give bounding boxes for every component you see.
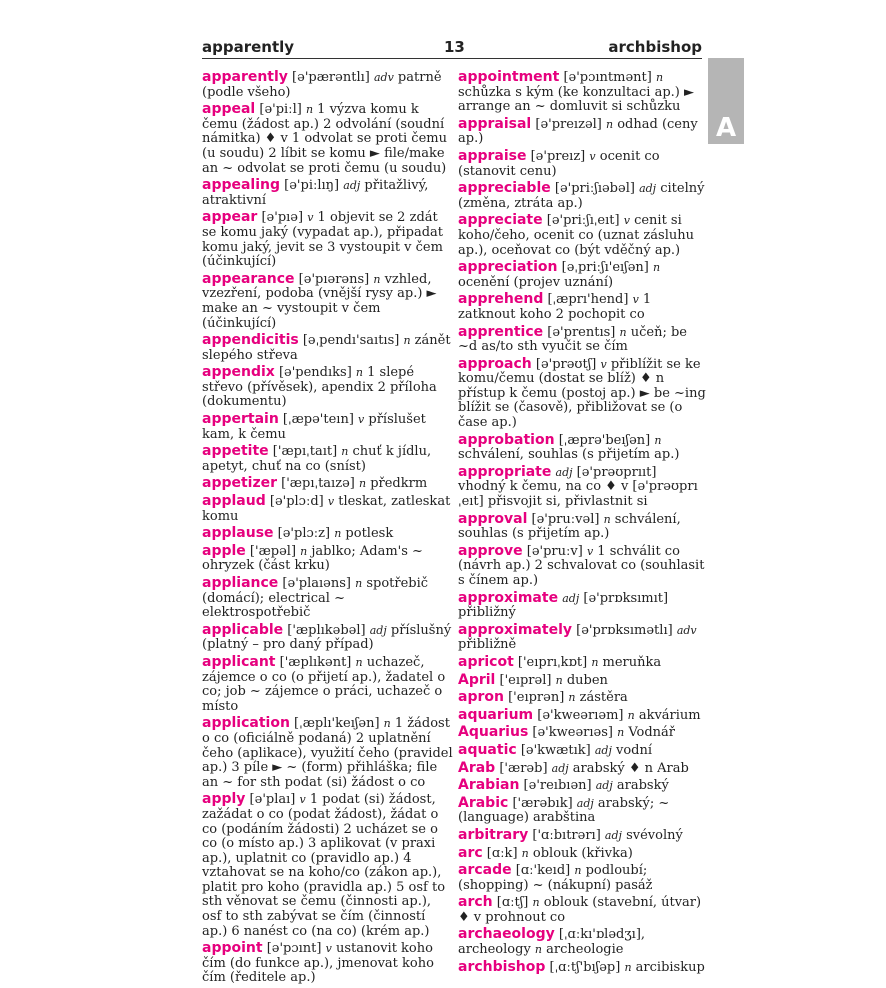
- entry-headword: appendix: [202, 364, 275, 381]
- entry-pronunciation: [ə'priːʃıəbəl]: [550, 181, 640, 197]
- entry-pronunciation: [əˌpriːʃı'eıʃən]: [557, 260, 653, 276]
- left-column: [202, 70, 454, 988]
- entry-pronunciation: [ə'prentıs]: [543, 324, 620, 340]
- entry-headword: April: [458, 671, 496, 688]
- entry-part-of-speech: n: [619, 325, 627, 339]
- page-header: [202, 36, 702, 59]
- entry-pronunciation: [ə'kweərıəm]: [533, 707, 628, 723]
- entry-pronunciation: [ə'plɔːd]: [265, 494, 328, 510]
- entry-pronunciation: [ə'pıə]: [257, 210, 308, 226]
- dictionary-entry: [202, 444, 454, 474]
- entry-headword: apple: [202, 542, 246, 559]
- entry-headword: approach: [458, 355, 532, 372]
- entry-part-of-speech: n: [383, 717, 391, 731]
- entry-definition: chuť k jídlu, apetyt, chuť na co (sníst): [202, 444, 432, 474]
- dictionary-entry: [458, 690, 708, 706]
- entry-headword: apron: [458, 689, 504, 706]
- dictionary-entry: [202, 333, 454, 363]
- dictionary-entry: [202, 544, 454, 574]
- entry-part-of-speech: n: [521, 846, 529, 860]
- entry-headword: approve: [458, 542, 523, 559]
- entry-headword: apricot: [458, 653, 514, 670]
- entry-definition: svévolný: [621, 827, 683, 843]
- entry-part-of-speech: n: [617, 726, 625, 740]
- entry-part-of-speech: v: [307, 211, 314, 225]
- entry-pronunciation: ['æplıkəbəl]: [283, 622, 370, 638]
- dictionary-entry: [458, 512, 708, 542]
- entry-pronunciation: [ə'plɔːz]: [273, 526, 335, 542]
- entry-part-of-speech: v: [600, 357, 607, 371]
- entry-pronunciation: [ə'plaıəns]: [278, 576, 356, 591]
- entry-headword: apparently: [202, 69, 288, 85]
- entry-pronunciation: [ə'pendıks]: [274, 365, 356, 381]
- entry-pronunciation: [əˌpendı'saıtıs]: [298, 333, 404, 349]
- entry-headword: appetite: [202, 443, 269, 460]
- entry-part-of-speech: adj: [343, 179, 361, 193]
- entry-definition: přibližně: [458, 637, 517, 653]
- entry-part-of-speech: n: [568, 691, 576, 705]
- entry-part-of-speech: n: [358, 477, 367, 491]
- entry-pronunciation: [ɑːk]: [482, 845, 522, 861]
- letter-tab: A: [708, 58, 744, 144]
- entry-definition: zástěra: [575, 690, 628, 706]
- dictionary-entry: [458, 828, 708, 844]
- entry-definition: Vodnář: [624, 725, 676, 741]
- entry-headword: archbishop: [458, 958, 546, 975]
- entry-pronunciation: ['æpəl]: [245, 543, 301, 559]
- entry-definition: předkrm: [366, 476, 428, 492]
- entry-headword: Aquarius: [458, 724, 529, 741]
- entry-part-of-speech: n: [300, 544, 308, 558]
- right-column: [458, 70, 708, 977]
- entry-pronunciation: [ə'preız]: [526, 148, 590, 164]
- entry-definition: schůzka s kým (ke konzultaci ap.) ► arrange an ~ domluvit si schůzku: [458, 84, 694, 115]
- entry-definition: zánět slepého střeva: [202, 333, 451, 363]
- dictionary-entry: [202, 70, 454, 100]
- entry-part-of-speech: n: [334, 527, 342, 541]
- page-number: 13: [444, 38, 465, 56]
- entry-definition: spotřebič (domácí); electrical ~ elektrospotřebič: [202, 576, 429, 621]
- entry-definition: akvárium: [634, 707, 701, 723]
- entry-part-of-speech: v: [632, 293, 639, 307]
- entry-part-of-speech: n: [624, 960, 632, 974]
- entry-part-of-speech: n: [355, 577, 363, 590]
- entry-pronunciation: [ə'pɔıntmənt]: [559, 70, 656, 85]
- entry-part-of-speech: n: [603, 512, 611, 526]
- entry-headword: appointment: [458, 69, 560, 85]
- dictionary-entry: [202, 412, 454, 442]
- entry-pronunciation: [ˌæpə'teın]: [278, 412, 359, 428]
- entry-part-of-speech: v: [586, 544, 594, 558]
- entry-definition: arabský: [612, 778, 669, 794]
- entry-definition: meruňka: [598, 654, 662, 670]
- dictionary-entry: [458, 260, 708, 290]
- entry-definition: archeologie: [542, 942, 624, 958]
- dictionary-entry: [458, 846, 708, 862]
- entry-definition: ocenit co (stanovit cenu): [458, 148, 660, 179]
- dictionary-entry: [458, 591, 708, 621]
- dictionary-entry: [202, 210, 454, 269]
- entry-pronunciation: ['æpıˌtaızə]: [277, 476, 359, 492]
- entry-definition: ocenění (projev uznání): [458, 274, 614, 290]
- entry-part-of-speech: n: [606, 117, 614, 131]
- dictionary-entry: [458, 863, 708, 893]
- dictionary-entry: [458, 70, 708, 115]
- entry-definition: cenit si koho/čeho, ocenit co (uznat zásluhu ap.), oceňovat co (být vděčný ap.): [458, 213, 694, 258]
- entry-part-of-speech: adj: [555, 465, 573, 479]
- dictionary-entry: [202, 623, 454, 653]
- entry-pronunciation: ['ɑːbıtrərı]: [528, 827, 605, 843]
- entry-definition: [ə'prəʊprııt] vhodný k čemu, na co ♦ v [ə'prəʊprıˌeıt] přisvojit si, přivlastnit si: [458, 464, 698, 510]
- entry-part-of-speech: adj: [562, 591, 580, 605]
- dictionary-entry: [458, 544, 708, 589]
- entry-pronunciation: [ə'kwætık]: [516, 742, 595, 758]
- entry-definition: schválení, souhlas (s přijetím ap.): [458, 447, 680, 463]
- dictionary-entry: [202, 941, 454, 986]
- entry-headword: arcade: [458, 862, 512, 879]
- entry-headword: approbation: [458, 431, 555, 448]
- dictionary-entry: [458, 465, 708, 510]
- entry-headword: arbitrary: [458, 826, 529, 843]
- entry-pronunciation: [ə'plaı]: [245, 792, 300, 808]
- entry-headword: aquatic: [458, 741, 517, 758]
- entry-definition: vzhled, vzezření, podoba (vnější rysy ap.) ► make an ~ vystoupit v čem (účinkující): [202, 271, 437, 331]
- entry-headword: appertain: [202, 411, 279, 428]
- entry-definition: jablko; Adam's ~ ohryzek (část krku): [202, 543, 423, 574]
- entry-headword: appropriate: [458, 463, 552, 480]
- dictionary-entry: [202, 792, 454, 939]
- entry-part-of-speech: n: [341, 445, 349, 459]
- entry-headword: appeal: [202, 101, 256, 118]
- dictionary-entry: [458, 960, 708, 976]
- entry-definition: oblouk (křivka): [528, 845, 633, 861]
- entry-part-of-speech: n: [355, 366, 363, 380]
- entry-pronunciation: ['eıprıˌkɒt]: [513, 654, 592, 670]
- entry-headword: approximate: [458, 589, 559, 606]
- entry-part-of-speech: n: [574, 864, 582, 878]
- dictionary-entry: [202, 576, 454, 621]
- entry-pronunciation: [ˌæplı'keıʃən]: [289, 716, 384, 732]
- entry-definition: patrně (podle všeho): [202, 70, 442, 100]
- entry-pronunciation: [ˌæprı'hend]: [543, 292, 633, 308]
- entry-pronunciation: [ˌɑːtʃ'bıʃəp]: [545, 959, 625, 975]
- entry-pronunciation: [ə'kweərıəs]: [528, 725, 618, 741]
- entry-pronunciation: ['ærəbık]: [508, 795, 577, 811]
- entry-headword: appraisal: [458, 115, 532, 132]
- dictionary-entry: [202, 716, 454, 790]
- entry-pronunciation: [ɑː'keıd]: [511, 863, 575, 879]
- entry-pronunciation: [ə'pærəntlı]: [287, 70, 374, 85]
- entry-definition: 1 zatknout koho 2 pochopit co: [458, 292, 652, 322]
- entry-part-of-speech: adj: [594, 743, 612, 757]
- dictionary-entry: [458, 623, 708, 653]
- entry-headword: applaud: [202, 493, 266, 510]
- entry-part-of-speech: v: [358, 413, 365, 427]
- dictionary-entry: [202, 178, 454, 208]
- entry-pronunciation: [ə'preızəl]: [531, 116, 606, 132]
- dictionary-entry: [458, 673, 708, 689]
- entry-part-of-speech: adj: [576, 796, 594, 810]
- entry-pronunciation: [ə'piːlıŋ]: [280, 178, 344, 194]
- dictionary-entry: [458, 895, 708, 925]
- entry-part-of-speech: n: [555, 673, 563, 687]
- entry-definition: tleskat, zatleskat komu: [202, 494, 451, 524]
- entry-headword: appreciable: [458, 180, 551, 197]
- dictionary-entry: [458, 292, 708, 322]
- entry-part-of-speech: adj: [604, 828, 622, 842]
- entry-headword: application: [202, 715, 290, 732]
- dictionary-entry: [458, 796, 708, 826]
- entry-pronunciation: ['eıprən]: [503, 690, 569, 706]
- entry-definition: příslušet kam, k čemu: [202, 412, 426, 442]
- entry-part-of-speech: v: [589, 149, 596, 163]
- entry-pronunciation: [ə'pɔınt]: [262, 941, 326, 957]
- entry-definition: 1 slepé střevo (přívěsek), apendix 2 příloha (dokumentu): [202, 365, 437, 410]
- entry-part-of-speech: n: [655, 71, 664, 84]
- entry-definition: učeň; be ~d as/to sth vyučit se čím: [458, 324, 687, 355]
- dictionary-entry: [458, 927, 708, 957]
- entry-definition: přiblížit se ke komu/čemu (dostat se blíž) ♦ n přístup k čemu (postoj ap.) ► be ~ing blížit se (časově), přibližovat se (o čase ap.): [458, 356, 706, 431]
- entry-headword: appliance: [202, 575, 279, 591]
- entry-headword: appetizer: [202, 475, 278, 492]
- entry-part-of-speech: adj: [551, 761, 569, 775]
- entry-part-of-speech: n: [532, 896, 540, 910]
- entry-part-of-speech: v: [327, 495, 335, 509]
- entry-headword: appreciation: [458, 259, 558, 276]
- entry-headword: appealing: [202, 177, 281, 194]
- entry-part-of-speech: n: [627, 708, 635, 722]
- dictionary-entry: [458, 655, 708, 671]
- entry-headword: appear: [202, 209, 258, 226]
- entry-definition: 1 podat (si) žádost, zažádat o co (podat žádost), žádat o co (podáním žádosti) 2 ucházet se o co (o místo ap.) 3 aplikovat (v praxi ap.), uplatnit co (pravidlo ap.) 4 vztahovat se na koho/co (zákon ap.), platit pro koho (pravidla ap.) 5 osf to sth věnovat se čemu (činnosti ap.), osf to sth zabývat se čím (činností ap.) 6 nanést co (na co) (krém ap.): [202, 792, 446, 939]
- entry-headword: appoint: [202, 940, 263, 957]
- entry-definition: ustanovit koho čím (do funkce ap.), jmenovat koho čím (ředitele ap.): [202, 941, 434, 986]
- entry-pronunciation: [ɑːtʃ]: [492, 895, 533, 911]
- header-last-word: archbishop: [608, 38, 702, 56]
- entry-definition: přitažlivý, atraktivní: [202, 178, 429, 208]
- entry-definition: arcibiskup: [631, 959, 705, 975]
- entry-pronunciation: [ˌæprə'beıʃən]: [554, 432, 655, 448]
- entry-part-of-speech: adj: [639, 182, 657, 196]
- entry-pronunciation: [ə'pruːv]: [522, 543, 587, 559]
- entry-pronunciation: [ə'priːʃıˌeıt]: [542, 213, 624, 229]
- entry-part-of-speech: n: [305, 103, 314, 117]
- entry-part-of-speech: n: [652, 261, 661, 275]
- entry-definition: schválení, souhlas (s přijetím ap.): [458, 511, 681, 542]
- dictionary-entry: [458, 743, 708, 759]
- entry-part-of-speech: adv: [676, 623, 697, 637]
- entry-definition: uchazeč, zájemce o co (o přijetí ap.), žadatel o co; job ~ zájemce o práci, uchazeč o místo: [202, 654, 446, 714]
- entry-part-of-speech: v: [299, 793, 306, 807]
- entry-pronunciation: [ə'pıərəns]: [294, 271, 374, 287]
- entry-headword: applause: [202, 525, 274, 542]
- dictionary-entry: [458, 117, 708, 147]
- entry-pronunciation: [ə'piːl]: [255, 102, 306, 118]
- entry-headword: aquarium: [458, 706, 534, 723]
- entry-headword: appreciate: [458, 212, 543, 229]
- entry-part-of-speech: adj: [369, 623, 387, 637]
- entry-headword: Arab: [458, 759, 496, 776]
- entry-part-of-speech: n: [403, 334, 411, 348]
- entry-part-of-speech: n: [355, 655, 363, 669]
- dictionary-entry: [458, 708, 708, 724]
- entry-pronunciation: ['æplıkənt]: [275, 654, 356, 670]
- entry-definition: odhad (ceny ap.): [458, 116, 698, 147]
- entry-definition: oblouk (stavební, útvar) ♦ v prohnout co: [458, 895, 702, 925]
- dictionary-entry: [458, 149, 708, 179]
- entry-definition: vodní: [611, 742, 653, 758]
- dictionary-entry: [202, 102, 454, 176]
- entry-pronunciation: [ə'pruːvəl]: [527, 511, 604, 527]
- dictionary-entry: [458, 181, 708, 211]
- entry-headword: appendicitis: [202, 332, 299, 349]
- entry-part-of-speech: adv: [373, 71, 394, 84]
- entry-part-of-speech: n: [534, 943, 543, 957]
- entry-headword: appearance: [202, 270, 295, 287]
- dictionary-entry: [202, 655, 454, 714]
- dictionary-entry: [458, 325, 708, 355]
- dictionary-entry: [202, 494, 454, 524]
- dictionary-entry: [458, 433, 708, 463]
- header-first-word: apparently: [202, 38, 295, 56]
- entry-pronunciation: [ˌɑːkı'ɒlədʒı], archeology: [458, 927, 646, 958]
- dictionary-entry: [458, 778, 708, 794]
- entry-definition: citelný (změna, ztráta ap.): [458, 181, 705, 211]
- entry-definition: příslušný (platný – pro daný případ): [202, 622, 452, 653]
- entry-headword: arch: [458, 894, 493, 911]
- dictionary-entry: [202, 476, 454, 492]
- entry-definition: [ə'prɒksımıt] přibližný: [458, 590, 669, 621]
- entry-headword: Arabic: [458, 794, 509, 811]
- entry-definition: arabský ♦ n Arab: [568, 760, 689, 776]
- entry-definition: potlesk: [341, 526, 394, 542]
- entry-pronunciation: ['ærəb]: [495, 760, 552, 776]
- entry-headword: apprentice: [458, 323, 544, 340]
- entry-headword: arc: [458, 844, 483, 861]
- entry-definition: 1 žádost o co (oficiálně podaná) 2 uplatnění čeho (aplikace), využití čeho (pravidel ap.) 3 píle ► ~ (form) přihláška; file an ~ for sth podat (si) žádost o co: [202, 716, 453, 790]
- dictionary-entry: [458, 725, 708, 741]
- entry-part-of-speech: n: [654, 433, 662, 447]
- entry-pronunciation: [ə'prɒksımətlı]: [572, 622, 677, 638]
- entry-headword: apply: [202, 791, 246, 808]
- entry-definition: 1 objevit se 2 zdát se komu jaký (vypadat ap.), připadat komu jaký, jevit se 3 vystoupit v čem (účinkující): [202, 210, 444, 270]
- dictionary-entry: [202, 526, 454, 542]
- entry-definition: podloubí; (shopping) ~ (nákupní) pasáž: [458, 863, 653, 893]
- entry-part-of-speech: adj: [595, 779, 613, 793]
- entry-definition: 1 výzva komu k čemu (žádost ap.) 2 odvolání (soudní námitka) ♦ v 1 odvolat se proti čemu (u soudu) 2 líbit se komu ► file/make an ~ odvolat se proti čemu (u soudu): [202, 102, 447, 176]
- dictionary-entry: [458, 761, 708, 777]
- entry-part-of-speech: v: [623, 214, 630, 228]
- entry-pronunciation: ['æpıˌtaıt]: [268, 444, 342, 460]
- entry-part-of-speech: v: [325, 942, 332, 956]
- entry-headword: Arabian: [458, 777, 520, 794]
- dictionary-entry: [458, 357, 708, 431]
- entry-headword: approximately: [458, 621, 572, 638]
- entry-headword: approval: [458, 510, 528, 527]
- entry-headword: appraise: [458, 147, 527, 164]
- entry-pronunciation: ['eıprəl]: [495, 672, 556, 688]
- entry-headword: applicable: [202, 621, 284, 638]
- entry-part-of-speech: n: [591, 655, 599, 669]
- entry-headword: archaeology: [458, 926, 555, 943]
- dictionary-entry: [202, 272, 454, 331]
- entry-pronunciation: [ə'prəʊtʃ]: [531, 356, 601, 372]
- entry-definition: 1 schválit co (návrh ap.) 2 schvalovat co (souhlasit s čínem ap.): [458, 543, 705, 588]
- entry-definition: duben: [562, 672, 608, 688]
- dictionary-entry: [202, 365, 454, 410]
- entry-headword: apprehend: [458, 291, 544, 308]
- entry-headword: applicant: [202, 653, 276, 670]
- dictionary-entry: [458, 213, 708, 258]
- entry-part-of-speech: n: [373, 272, 381, 286]
- entry-definition: arabský; ~ (language) arabština: [458, 795, 670, 826]
- entry-pronunciation: [ə'reıbıən]: [519, 778, 596, 794]
